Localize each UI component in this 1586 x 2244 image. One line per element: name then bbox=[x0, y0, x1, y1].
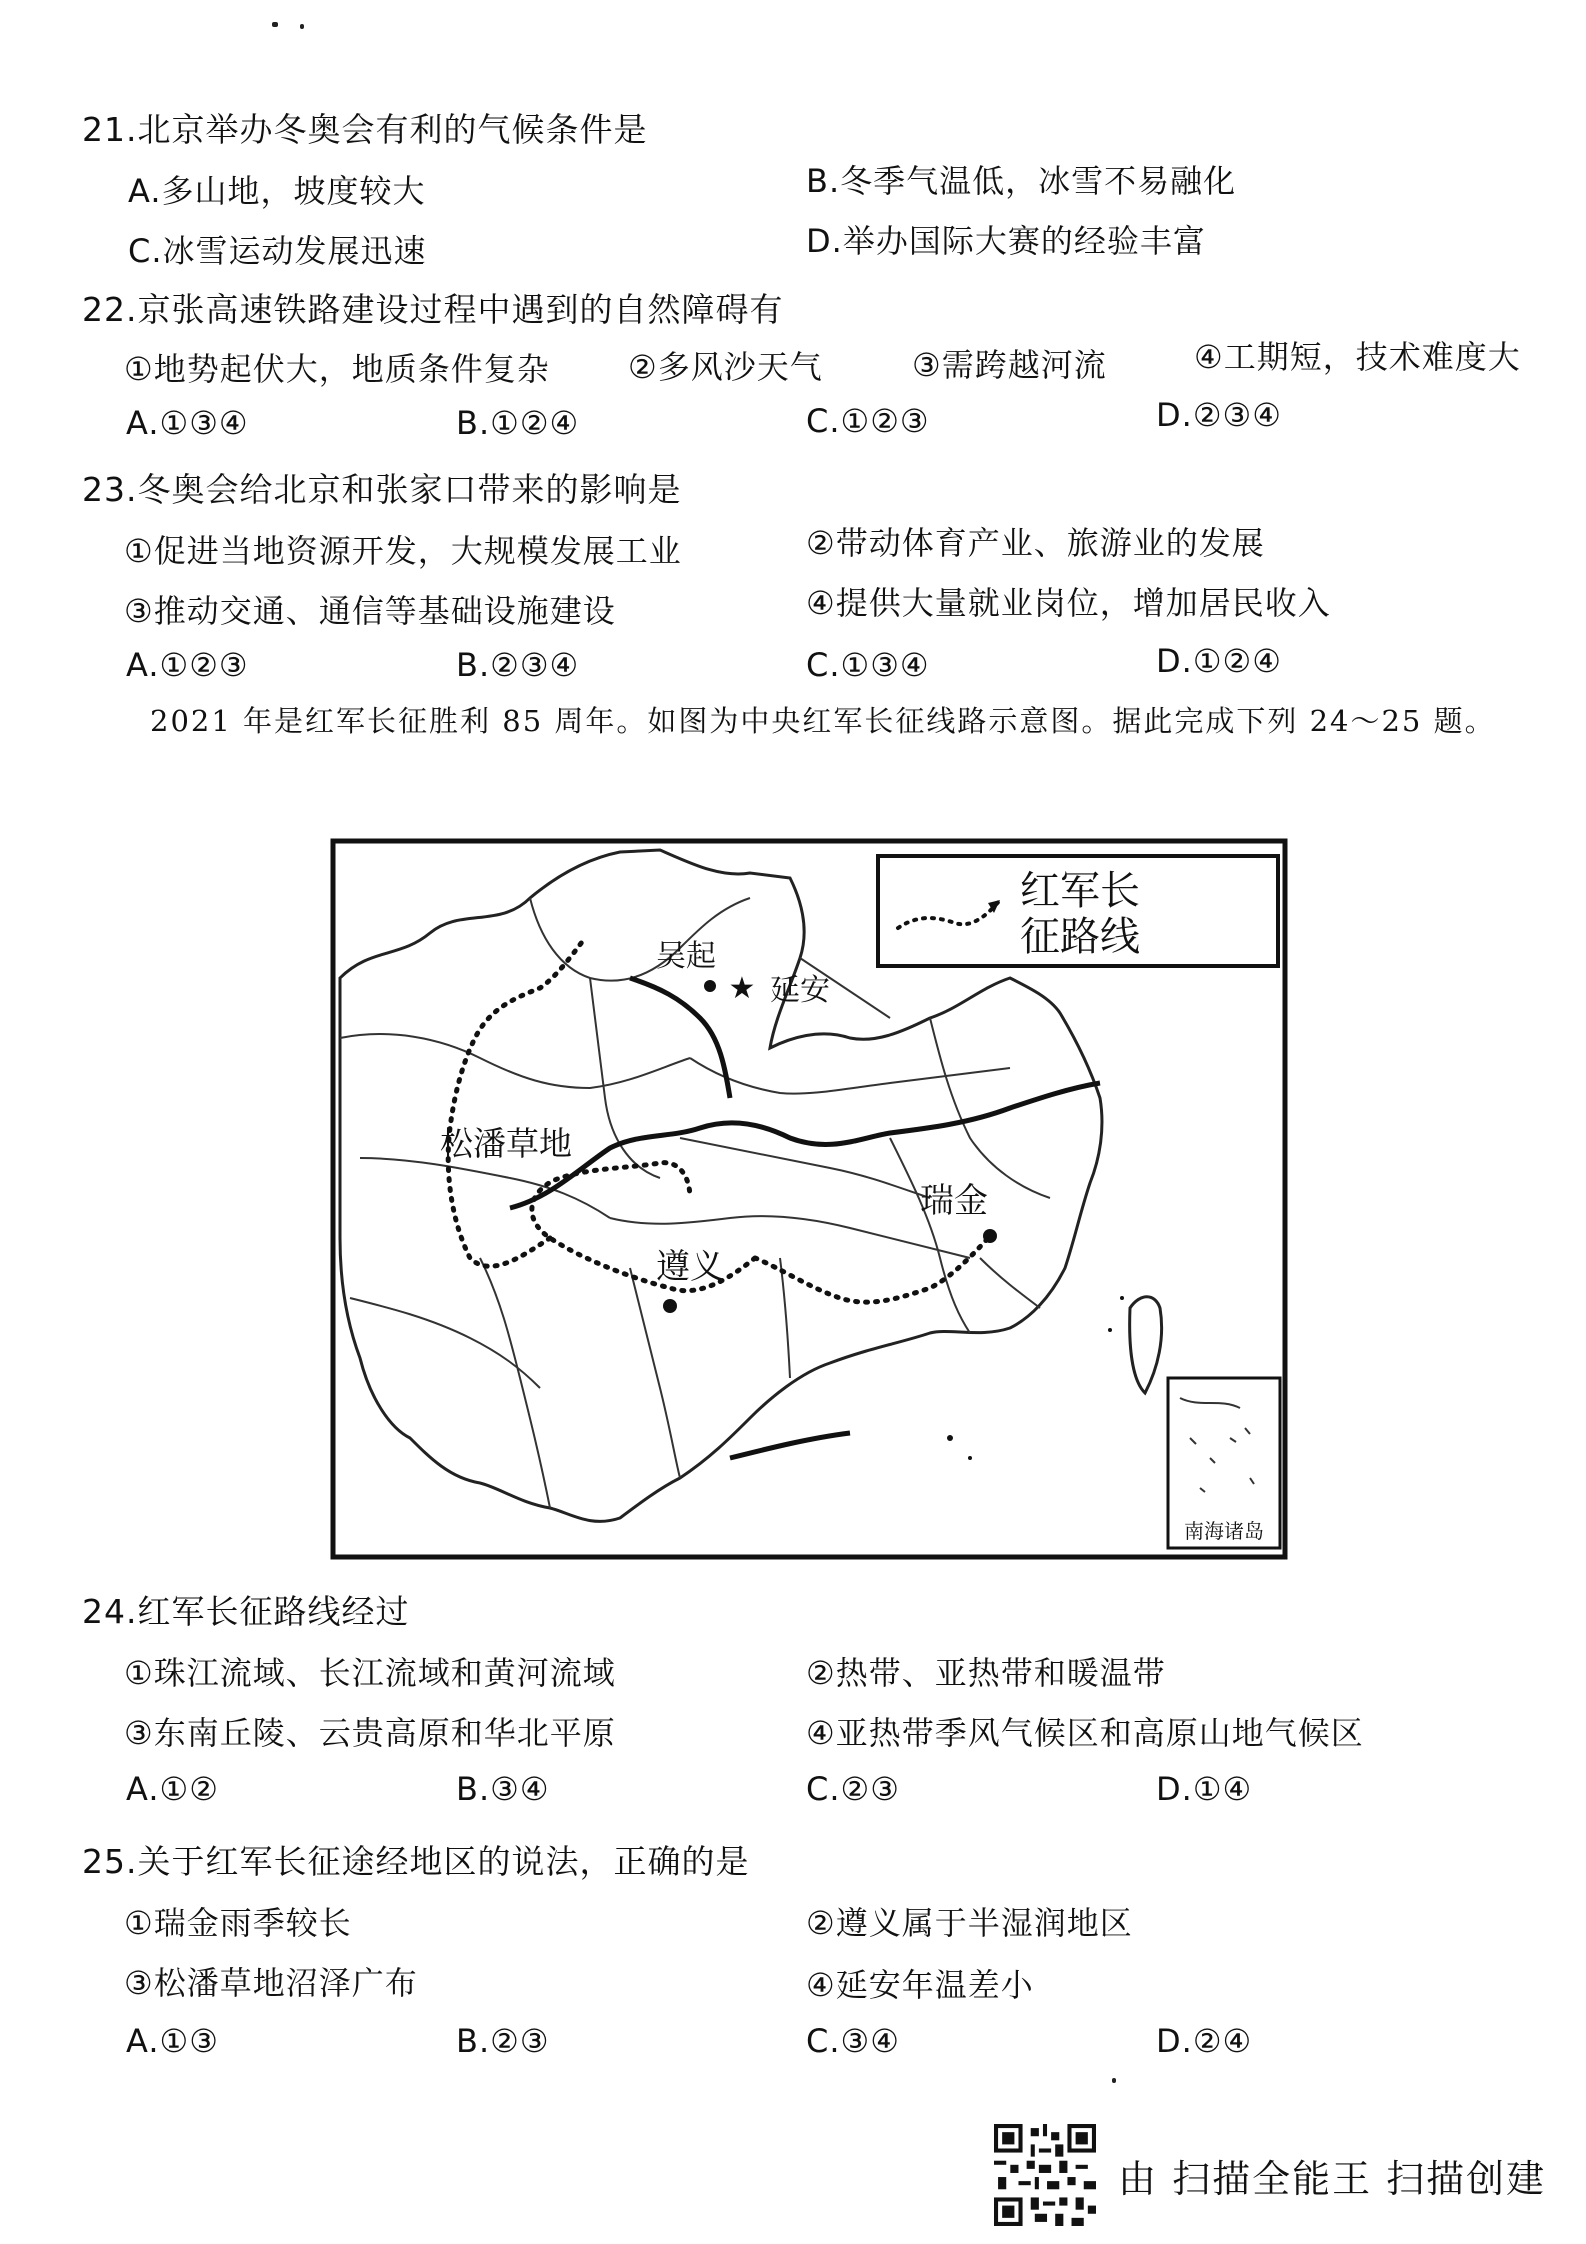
question-24-item-3: ③东南丘陵、云贵高原和华北平原 bbox=[124, 1714, 616, 1752]
question-24-item-4: ④亚热带季风气候区和高原山地气候区 bbox=[806, 1714, 1364, 1752]
question-22-choice-b: B.①②④ bbox=[456, 404, 580, 442]
scan-speck bbox=[1112, 2078, 1116, 2083]
scanner-footer bbox=[994, 2140, 1546, 2210]
question-22-item-3: ③需跨越河流 bbox=[912, 346, 1107, 384]
question-25-item-4: ④延安年温差小 bbox=[806, 1966, 1034, 2004]
question-25-choice-d: D.②④ bbox=[1156, 2022, 1253, 2060]
zunyi-marker bbox=[663, 1299, 677, 1313]
question-24-choice-d: D.①④ bbox=[1156, 1770, 1253, 1808]
scan-speck bbox=[300, 24, 304, 29]
wuqi-marker bbox=[704, 980, 716, 992]
question-23-stem: 23.冬奥会给北京和张家口带来的影响是 bbox=[82, 470, 682, 509]
question-22-item-2: ②多风沙天气 bbox=[628, 348, 823, 386]
question-22-choice-a: A.①③④ bbox=[126, 404, 249, 442]
legend-label-2: 征路线 bbox=[1020, 914, 1140, 960]
inset-label: 南海诸岛 bbox=[1184, 1519, 1264, 1543]
question-23-choice-b: B.②③④ bbox=[456, 646, 580, 684]
scan-speck bbox=[272, 22, 278, 27]
question-21-choice-b: B.冬季气温低，冰雪不易融化 bbox=[806, 162, 1237, 200]
long-march-map bbox=[330, 838, 1288, 1560]
question-22-choice-c: C.①②③ bbox=[806, 402, 930, 440]
qr-code-icon bbox=[994, 2124, 1096, 2226]
question-24-choice-c: C.②③ bbox=[806, 1770, 900, 1808]
question-25-item-1: ①瑞金雨季较长 bbox=[124, 1904, 352, 1942]
scanner-watermark-text: 由 扫描全能王 扫描创建 bbox=[1118, 2156, 1547, 2201]
question-22-item-1: ①地势起伏大，地质条件复杂 bbox=[124, 350, 550, 388]
question-21-choice-a: A.多山地，坡度较大 bbox=[128, 172, 426, 210]
question-21-choice-c: C.冰雪运动发展迅速 bbox=[128, 232, 427, 270]
question-25-choice-b: B.②③ bbox=[456, 2022, 550, 2060]
question-22-choice-d: D.②③④ bbox=[1156, 396, 1282, 434]
question-25-item-3: ③松潘草地沼泽广布 bbox=[124, 1964, 418, 2002]
question-23-choice-a: A.①②③ bbox=[126, 646, 249, 684]
question-25-choice-a: A.①③ bbox=[126, 2022, 219, 2060]
question-22-item-4: ④工期短，技术难度大 bbox=[1194, 338, 1521, 376]
question-23-item-3: ③推动交通、通信等基础设施建设 bbox=[124, 592, 616, 630]
question-23-item-1: ①促进当地资源开发，大规模发展工业 bbox=[124, 532, 682, 570]
question-21-choice-d: D.举办国际大赛的经验丰富 bbox=[806, 222, 1206, 260]
map-intro-paragraph: 2021 年是红军长征胜利 85 周年。如图为中央红军长征线路示意图。据此完成下列 24～25 题。 bbox=[150, 704, 1496, 738]
question-21-stem: 21.北京举办冬奥会有利的气候条件是 bbox=[82, 110, 648, 149]
question-24-stem: 24.红军长征路线经过 bbox=[82, 1592, 410, 1631]
label-wuqi: 吴起 bbox=[656, 939, 716, 974]
question-23-item-4: ④提供大量就业岗位，增加居民收入 bbox=[806, 584, 1331, 622]
question-23-choice-d: D.①②④ bbox=[1156, 642, 1282, 680]
question-25-stem: 25.关于红军长征途经地区的说法，正确的是 bbox=[82, 1842, 750, 1881]
question-23-item-2: ②带动体育产业、旅游业的发展 bbox=[806, 524, 1265, 562]
label-songpan: 松潘草地 bbox=[440, 1124, 572, 1163]
legend-label-1: 红军长 bbox=[1020, 868, 1140, 914]
map-svg bbox=[330, 838, 1288, 1560]
label-yanan: 延安 bbox=[770, 973, 830, 1008]
question-25-choice-c: C.③④ bbox=[806, 2022, 900, 2060]
question-24-item-2: ②热带、亚热带和暖温带 bbox=[806, 1654, 1166, 1692]
ruijin-marker bbox=[983, 1229, 997, 1243]
question-25-item-2: ②遵义属于半湿润地区 bbox=[806, 1904, 1133, 1942]
question-24-choice-a: A.①② bbox=[126, 1770, 219, 1808]
label-zunyi: 遵义 bbox=[656, 1247, 724, 1287]
question-24-choice-b: B.③④ bbox=[456, 1770, 550, 1808]
yanan-star-icon: ★ bbox=[728, 971, 756, 1006]
question-22-stem: 22.京张高速铁路建设过程中遇到的自然障碍有 bbox=[82, 290, 784, 329]
question-24-item-1: ①珠江流域、长江流域和黄河流域 bbox=[124, 1654, 616, 1692]
label-ruijin: 瑞金 bbox=[920, 1181, 988, 1221]
question-23-choice-c: C.①③④ bbox=[806, 646, 930, 684]
